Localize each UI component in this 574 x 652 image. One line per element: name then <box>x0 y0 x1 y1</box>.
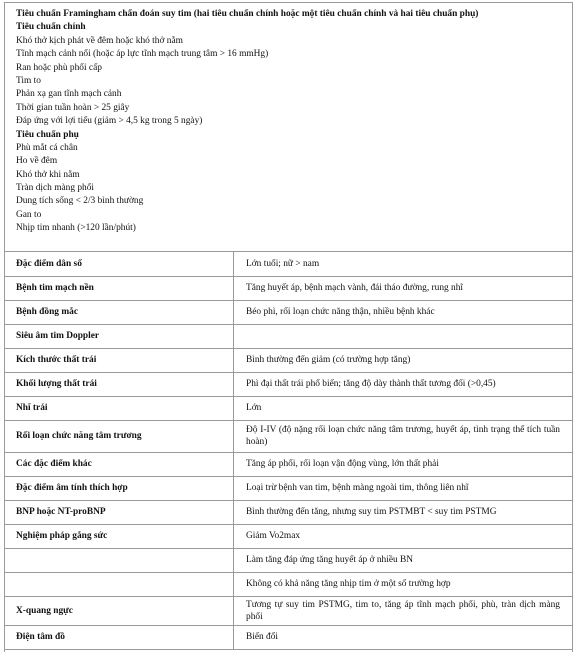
row-label: Khối lượng thất trái <box>5 372 234 396</box>
minor-criterion: Khó thở khi nằm <box>16 169 80 180</box>
framingham-criteria-cell <box>5 2 572 252</box>
table-row <box>5 596 572 625</box>
major-criterion: Đáp ứng với lợi tiểu (giảm > 4,5 kg trong 5 ngày) <box>16 116 203 127</box>
row-label: Đặc điểm dân số <box>5 252 234 276</box>
row-label: X-quang ngực <box>5 596 234 625</box>
row-value: Bình thường đến tăng, nhưng suy tim PSTMBT < suy tim PSTMG <box>234 500 573 524</box>
major-criterion: Thời gian tuần hoàn > 25 giây <box>16 102 130 113</box>
table-row <box>5 396 572 420</box>
minor-criterion: Tràn dịch màng phổi <box>16 183 95 194</box>
framingham-title: Tiêu chuẩn Framingham chẩn đoán suy tim (hai tiêu chuẩn chính hoặc một tiêu chuẩn chính và hai tiêu chuẩn phụ) <box>16 9 479 19</box>
row-value: Biến đổi <box>234 625 573 649</box>
major-criterion: Tĩnh mạch cảnh nổi (hoặc áp lực tĩnh mạch trung tâm > 16 mmHg) <box>16 49 269 60</box>
table-row <box>5 348 572 372</box>
table-row <box>5 548 572 572</box>
row-value: Lớn tuổi; nữ > nam <box>234 252 573 276</box>
row-value: Không có khả năng tăng nhịp tim ở một số trường hợp <box>234 572 573 596</box>
major-criterion: Khó thở kịch phát về đêm hoặc khó thở nằm <box>16 35 183 46</box>
table-row <box>5 420 572 452</box>
table-row <box>5 476 572 500</box>
row-value: Loại trừ bệnh van tim, bệnh màng ngoài tim, thông liên nhĩ <box>234 476 573 500</box>
row-label: Nhĩ trái <box>5 396 234 420</box>
row-value: Tăng huyết áp, bệnh mạch vành, đái tháo đường, rung nhĩ <box>234 276 573 300</box>
row-label <box>5 548 234 572</box>
row-label: BNP hoặc NT-proBNP <box>5 500 234 524</box>
table-row <box>5 276 572 300</box>
table-row <box>5 252 572 276</box>
row-value: Tăng áp phổi, rối loạn vận động vùng, lớn thất phải <box>234 452 573 476</box>
row-label <box>5 572 234 596</box>
table-row <box>5 524 572 548</box>
row-label: Điện tâm đồ <box>5 625 234 649</box>
row-label: Đặc điểm âm tính thích hợp <box>5 476 234 500</box>
table-row <box>5 324 572 348</box>
table-row <box>5 572 572 596</box>
row-value: Bình thường đến giảm (có trường hợp tăng) <box>234 348 573 372</box>
clinical-table <box>4 2 573 652</box>
table-row <box>5 452 572 476</box>
major-criteria-heading: Tiêu chuẩn chính <box>16 22 86 33</box>
table-row <box>5 625 572 649</box>
row-value <box>234 324 573 348</box>
row-value: Làm tăng đáp ứng tăng huyết áp ở nhiều BN <box>234 548 573 572</box>
table-row <box>5 500 572 524</box>
characteristics-table <box>5 252 572 650</box>
minor-criterion: Phù mắt cá chân <box>16 142 78 153</box>
minor-criterion: Nhịp tim nhanh (>120 lần/phút) <box>16 223 136 234</box>
table-row <box>5 300 572 324</box>
row-value: Độ I-IV (độ nặng rối loạn chức năng tâm trương, huyết áp, tình trạng thể tích tuần hoàn) <box>234 420 573 452</box>
row-label: Các đặc điểm khác <box>5 452 234 476</box>
row-value: Phì đại thất trái phổ biến; tăng độ dày thành thất tương đối (>0,45) <box>234 372 573 396</box>
row-label: Siêu âm tim Doppler <box>5 324 234 348</box>
table-row <box>5 372 572 396</box>
row-value: Giảm Vo2max <box>234 524 573 548</box>
minor-criteria-heading: Tiêu chuẩn phụ <box>16 129 79 140</box>
row-value: Lớn <box>234 396 573 420</box>
row-label: Bệnh đồng mắc <box>5 300 234 324</box>
row-label: Kích thước thất trái <box>5 348 234 372</box>
row-label: Nghiệm pháp gắng sức <box>5 524 234 548</box>
row-value: Tương tự suy tim PSTMG, tim to, tăng áp tĩnh mạch phổi, phù, tràn dịch màng phổi <box>234 596 573 625</box>
row-value: Béo phì, rối loạn chức năng thận, nhiều bệnh khác <box>234 300 573 324</box>
major-criterion: Tim to <box>16 75 41 86</box>
minor-criterion: Ho về đêm <box>16 156 58 167</box>
minor-criterion: Gan to <box>16 209 42 220</box>
major-criterion: Phản xạ gan tĩnh mạch cảnh <box>16 89 122 100</box>
major-criterion: Ran hoặc phù phổi cấp <box>16 62 102 73</box>
minor-criterion: Dung tích sống < 2/3 bình thường <box>16 196 144 207</box>
row-label: Rối loạn chức năng tâm trương <box>5 420 234 452</box>
row-label: Bệnh tim mạch nền <box>5 276 234 300</box>
